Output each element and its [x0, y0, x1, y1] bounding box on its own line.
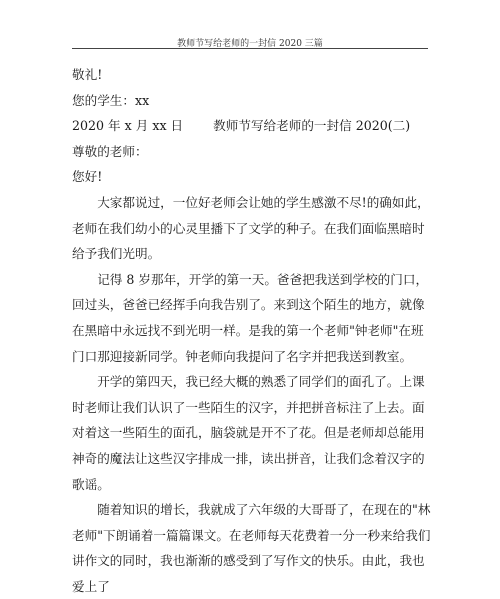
paragraph: 随着知识的增长，我就成了六年级的大哥哥了，在现在的"林老师"下朗诵着一篇篇课文。在老师每天花费着一分一秒来给我们讲作文的同时，我也渐渐的感受到了写作文的快乐。由此，我也爱上了 [72, 502, 431, 594]
letter-content [72, 62, 432, 599]
greeting-line: 您好! [72, 169, 103, 185]
paragraph: 开学的第四天，我已经大概的熟悉了同学们的面孔了。上课时老师让我们认识了一些陌生的汉字，并把拼音标注了上去。面对着这一些陌生的面孔，脑袋就是开不了花。但是老师却总能用神奇的魔法让这些汉字排成一排，读出拼音，让我们念着汉字的歌谣。 [72, 374, 425, 492]
page-header: 教师节写给老师的一封信 2020 三篇 [177, 39, 323, 49]
date-title-line [72, 113, 432, 139]
signature-line: 您的学生：xx [72, 92, 150, 108]
paragraph: 大家都说过，一位好老师会让她的学生感激不尽!的确如此，老师在我们幼小的心灵里播下了文学的种子。在我们面临黑暗时给予我们光明。 [72, 194, 430, 262]
header-divider [72, 48, 428, 49]
paragraph: 记得 8 岁那年，开学的第一天。爸爸把我送到学校的门口，回过头，爸爸已经挥手向我告别了。来到这个陌生的地方，就像在黑暗中永远找不到光明一样。是我的第一个老师"钟老师"在班门口那迎接新同学。钟老师向我提问了名字并把我送到教室。 [72, 271, 429, 364]
letter-date: 2020 年 x 月 xx 日 [72, 118, 184, 134]
closing-line: 敬礼! [72, 67, 103, 82]
letter-title: 教师节写给老师的一封信 2020(二) [213, 118, 411, 134]
salutation-line: 尊敬的老师： [72, 143, 148, 159]
